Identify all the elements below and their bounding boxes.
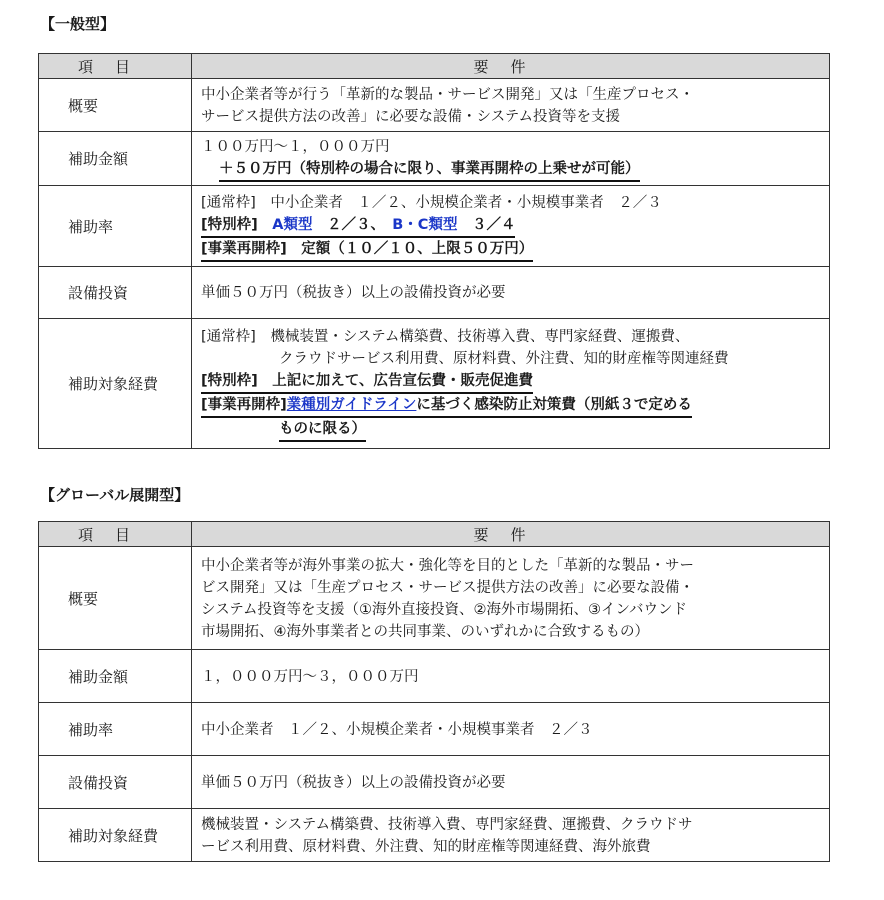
rate-restart — [201, 238, 823, 262]
row-value-rate — [192, 186, 830, 267]
amount-line-extra — [201, 158, 823, 182]
rate-restart-text: [事業再開枠] 定額（１０／１０、上限５０万円） — [201, 238, 533, 262]
row-value-overview — [192, 79, 830, 132]
header-requirement: 要件 — [192, 54, 830, 79]
row-label-expenses: 補助対象経費 — [39, 809, 192, 862]
expenses-special-tag: [特別枠] — [201, 373, 258, 389]
row-label-investment: 設備投資 — [39, 756, 192, 809]
expenses-line: 機械装置・システム構築費、技術導入費、専門家経費、運搬費、クラウドサ — [201, 816, 693, 833]
header-item: 項目 — [39, 54, 192, 79]
expenses-restart-text2: ものに限る） — [279, 418, 366, 442]
overview-line: サービス提供方法の改善」に必要な設備・システム投資等を支援 — [201, 108, 621, 125]
global-table — [38, 521, 830, 862]
row-value-investment: 単価５０万円（税抜き）以上の設備投資が必要 — [192, 756, 830, 809]
row-value-investment: 単価５０万円（税抜き）以上の設備投資が必要 — [192, 267, 830, 319]
amount-extra-text: ＋５０万円（特別枠の場合に限り、事業再開枠の上乗せが可能） — [219, 158, 640, 182]
row-label-amount: 補助金額 — [39, 132, 192, 186]
overview-line: ビス開発」又は「生産プロセス・サービス提供方法の改善」に必要な設備・ — [201, 579, 694, 596]
rate-normal: [通常枠] 中小企業者 １／２、小規模企業者・小規模事業者 ２／３ — [201, 194, 662, 211]
rate-special-a: A類型 — [272, 216, 313, 233]
section-title-global: 【グローバル展開型】 — [40, 486, 190, 504]
expenses-normal-tag: [通常枠] — [201, 329, 256, 345]
rate-special-tag: [特別枠] — [201, 216, 258, 233]
amount-line: １００万円～１，０００万円 — [201, 139, 390, 155]
expenses-special — [201, 370, 823, 394]
row-label-overview: 概要 — [39, 79, 192, 132]
rate-special-bc-val: ３／４ — [471, 216, 516, 233]
row-value-amount — [192, 132, 830, 186]
row-label-rate: 補助率 — [39, 186, 192, 267]
row-value-expenses — [192, 809, 830, 862]
header-requirement: 要件 — [192, 522, 830, 547]
row-label-investment: 設備投資 — [39, 267, 192, 319]
row-value-amount: １，０００万円～３，０００万円 — [192, 650, 830, 703]
row-label-rate: 補助率 — [39, 703, 192, 756]
expenses-special-text: 上記に加えて、広告宣伝費・販売促進費 — [272, 373, 533, 389]
row-value-expenses — [192, 319, 830, 449]
row-label-amount: 補助金額 — [39, 650, 192, 703]
overview-line: 中小企業者等が海外事業の拡大・強化等を目的とした「革新的な製品・サー — [201, 557, 694, 574]
rate-special — [201, 214, 823, 238]
row-label-expenses: 補助対象経費 — [39, 319, 192, 449]
guideline-link[interactable]: 業種別ガイドライン — [286, 397, 417, 413]
expenses-normal-1 — [201, 326, 823, 348]
expenses-line: ービス利用費、原材料費、外注費、知的財産権等関連経費、海外旅費 — [201, 838, 651, 855]
rate-special-bc: B・C類型 — [392, 216, 458, 233]
expenses-restart — [201, 394, 823, 418]
overview-line: 中小企業者等が行う「革新的な製品・サービス開発」又は「生産プロセス・ — [201, 86, 694, 103]
header-item: 項目 — [39, 522, 192, 547]
section-title-general: 【一般型】 — [40, 15, 116, 33]
expenses-restart-2 — [201, 418, 823, 442]
row-value-rate: 中小企業者 １／２、小規模企業者・小規模事業者 ２／３ — [192, 703, 830, 756]
expenses-normal-2: クラウドサービス利用費、原材料費、外注費、知的財産権等関連経費 — [279, 351, 729, 367]
general-table — [38, 53, 830, 449]
expenses-restart-text: に基づく感染防止対策費（別紙３で定める — [416, 397, 692, 413]
expenses-restart-tag: [事業再開枠] — [201, 397, 287, 413]
overview-line: システム投資等を支援（①海外直接投資、②海外市場開拓、③インバウンド — [201, 601, 688, 618]
row-value-overview — [192, 547, 830, 650]
expenses-normal-text: 機械装置・システム構築費、技術導入費、専門家経費、運搬費、 — [270, 329, 690, 345]
rate-special-a-val: ２／３、 — [327, 216, 378, 233]
row-label-overview: 概要 — [39, 547, 192, 650]
overview-line: 市場開拓、④海外事業者との共同事業、のいずれかに合致するもの） — [201, 623, 649, 640]
